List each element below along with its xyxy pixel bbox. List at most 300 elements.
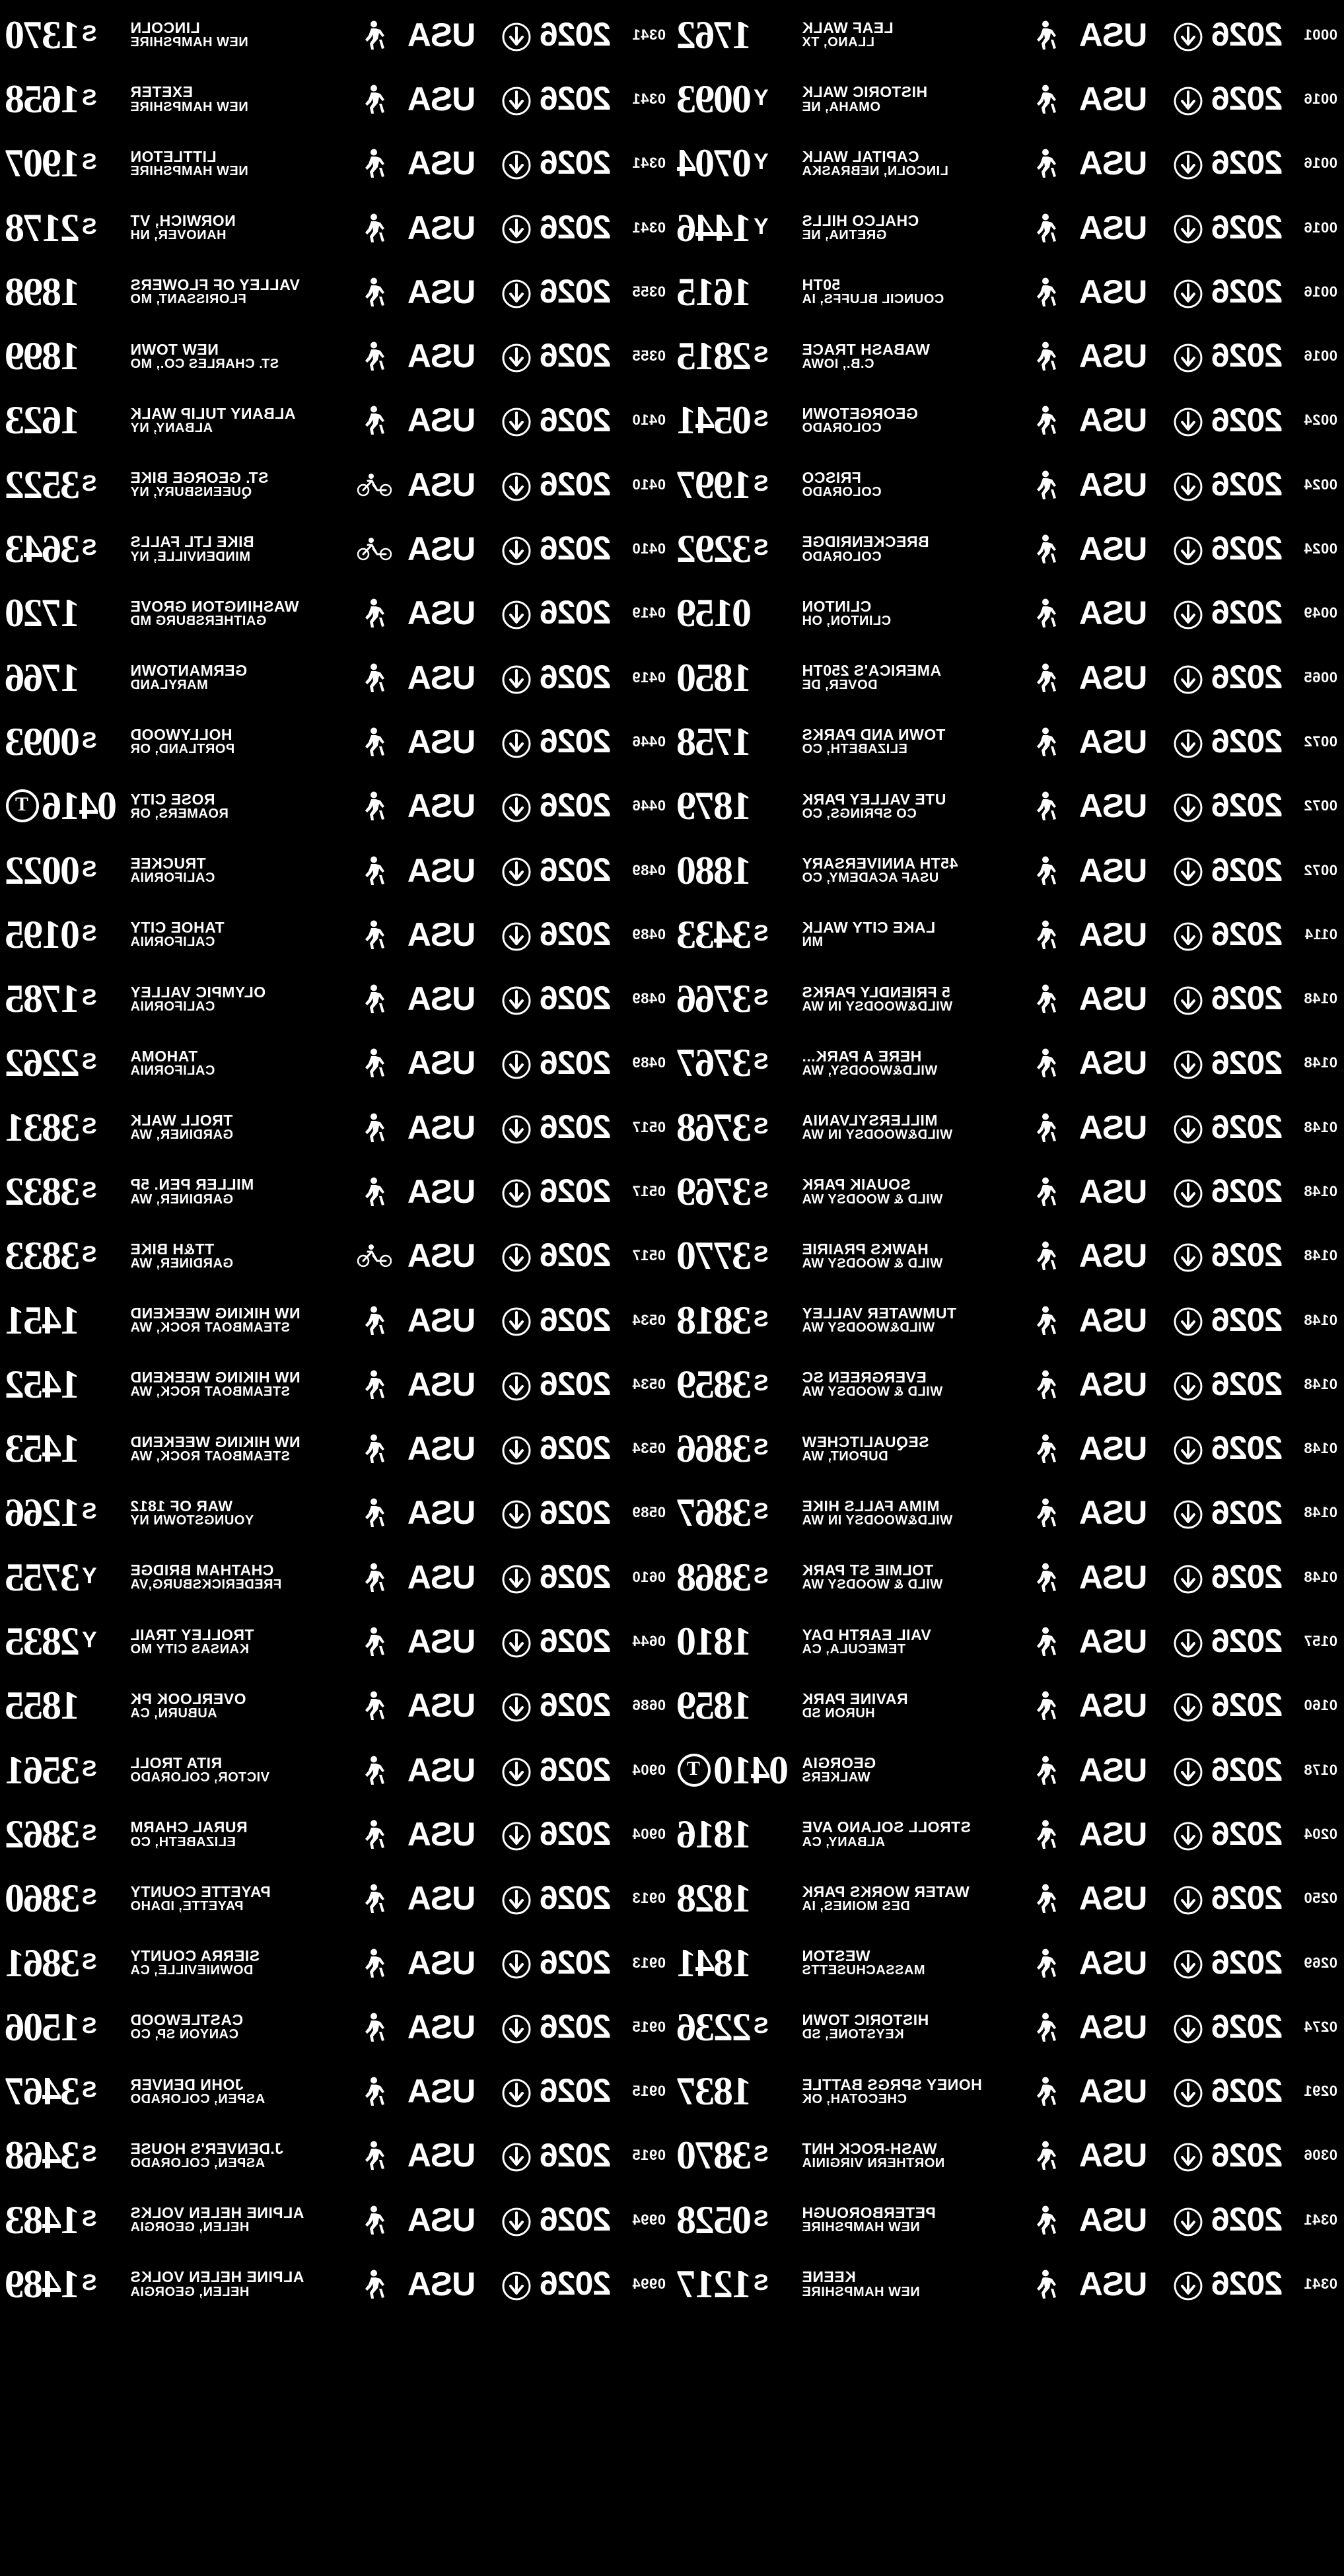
year-label: 2026 xyxy=(491,1174,621,1209)
sticker-row[interactable] xyxy=(672,1802,1344,1866)
sticker-row[interactable] xyxy=(672,1995,1344,2059)
sticker-row[interactable] xyxy=(1,1031,672,1095)
sticker-row[interactable] xyxy=(1,3,672,67)
club-code: 0419 xyxy=(632,604,666,622)
sticker-row[interactable] xyxy=(672,2252,1344,2316)
event-text xyxy=(798,2077,1028,2106)
event-name: 50TH xyxy=(802,277,841,294)
sticker-row[interactable] xyxy=(1,1159,672,1223)
event-name: EVERGREEN SC xyxy=(802,1369,927,1386)
sticker-row[interactable] xyxy=(1,388,672,452)
country-label: USA xyxy=(1079,851,1148,889)
sticker-row[interactable] xyxy=(1,67,672,131)
sticker-row[interactable] xyxy=(672,1931,1344,1995)
event-number xyxy=(675,2133,798,2178)
event-location: NORTHERN VIRGINIA xyxy=(802,2156,945,2171)
walker-icon xyxy=(357,2076,392,2106)
event-text xyxy=(798,149,1028,178)
number-value: 3866 xyxy=(678,1427,752,1471)
event-location: OMAHA, NE xyxy=(802,99,880,114)
event-number xyxy=(3,462,126,507)
number-value: 3868 xyxy=(678,1555,752,1599)
event-name: NORWICH, VT xyxy=(130,212,236,229)
sticker-row[interactable] xyxy=(1,1738,672,1802)
event-number xyxy=(3,1557,126,1597)
sticker-row[interactable] xyxy=(672,902,1344,966)
year-label: 2026 xyxy=(491,1624,621,1659)
club-code: 0341 xyxy=(632,155,666,172)
event-number xyxy=(675,1557,798,1597)
country-label: USA xyxy=(407,1365,476,1403)
walker-icon xyxy=(1028,20,1064,50)
event-text xyxy=(798,406,1028,435)
year-label: 2026 xyxy=(1163,2074,1292,2108)
number-prefix: S xyxy=(82,1242,97,1268)
event-text xyxy=(126,727,357,756)
sticker-row[interactable] xyxy=(1,1931,672,1995)
event-number xyxy=(675,398,798,443)
sticker-row[interactable] xyxy=(1,1095,672,1159)
year-label: 2026 xyxy=(1163,82,1292,116)
number-value: 1841 xyxy=(678,1941,752,1985)
event-name: GEORGETOWN xyxy=(802,405,918,422)
year-label: 2026 xyxy=(491,1753,621,1787)
year-label: 2026 xyxy=(491,275,621,309)
event-name: FRISCO xyxy=(802,470,861,487)
event-text xyxy=(126,1498,357,1528)
event-number xyxy=(3,1105,126,1149)
event-text xyxy=(798,1434,1028,1464)
event-location: MASSACHUSETTS xyxy=(802,1963,925,1978)
event-number xyxy=(3,1427,126,1471)
sticker-row[interactable] xyxy=(672,2059,1344,2124)
number-prefix: S xyxy=(82,985,97,1011)
number-prefix: S xyxy=(754,1435,769,1460)
country-label: USA xyxy=(1079,1815,1148,1853)
walker-icon xyxy=(357,277,392,307)
sticker-row[interactable] xyxy=(672,1545,1344,1609)
sticker-row[interactable] xyxy=(672,1609,1344,1673)
event-location: ELIZABETH, CO xyxy=(802,742,907,757)
sticker-row[interactable] xyxy=(1,709,672,773)
club-code: 0517 xyxy=(632,1182,666,1199)
event-text xyxy=(126,20,357,50)
sticker-row[interactable] xyxy=(1,196,672,260)
number-value: 3831 xyxy=(6,1105,80,1149)
sticker-row[interactable] xyxy=(672,774,1344,838)
sticker-row[interactable] xyxy=(1,1352,672,1416)
sticker-row[interactable] xyxy=(672,1095,1344,1159)
walker-icon xyxy=(357,1305,392,1336)
country-label: USA xyxy=(407,530,476,568)
sticker-row[interactable] xyxy=(1,1609,672,1673)
event-text xyxy=(126,855,357,885)
event-number xyxy=(675,979,798,1019)
event-number xyxy=(675,655,798,699)
event-text xyxy=(126,84,357,114)
event-location: GARDINER, WA xyxy=(130,1192,233,1207)
number-value: 1758 xyxy=(678,719,752,764)
event-text xyxy=(126,341,357,371)
event-name: WABASH TRACE xyxy=(802,341,930,358)
number-value: 2178 xyxy=(6,205,80,250)
club-code: 0148 xyxy=(1304,1182,1337,1199)
sticker-row[interactable] xyxy=(1,774,672,838)
sticker-row[interactable] xyxy=(1,902,672,966)
walker-icon xyxy=(1028,341,1064,371)
year-label: 2026 xyxy=(1163,468,1292,502)
sticker-row[interactable] xyxy=(1,324,672,388)
sticker-row[interactable] xyxy=(672,1288,1344,1352)
event-number xyxy=(675,1105,798,1149)
event-text xyxy=(126,1562,357,1592)
event-name: WESTON xyxy=(802,1947,870,1964)
sticker-row[interactable] xyxy=(672,517,1344,581)
year-label: 2026 xyxy=(1163,211,1292,245)
year-label: 2026 xyxy=(491,1367,621,1402)
sticker-row[interactable] xyxy=(1,1545,672,1609)
club-code: 0419 xyxy=(632,668,666,686)
sticker-row[interactable] xyxy=(1,1481,672,1545)
sticker-row[interactable] xyxy=(1,2252,672,2316)
year-label: 2026 xyxy=(491,404,621,438)
sticker-row[interactable] xyxy=(1,645,672,709)
event-name: TAHOMA xyxy=(130,1048,198,1065)
sticker-row[interactable] xyxy=(672,1738,1344,1802)
club-code: 0148 xyxy=(1304,990,1337,1007)
number-value: 1855 xyxy=(6,1684,80,1728)
country-label: USA xyxy=(407,1944,476,1982)
club-code: 0446 xyxy=(632,797,666,814)
club-code: 0250 xyxy=(1304,1890,1337,1907)
year-label: 2026 xyxy=(1163,982,1292,1016)
event-location: WILD&WOODSY IN WA xyxy=(802,1513,953,1528)
number-prefix: S xyxy=(754,342,769,368)
year-label: 2026 xyxy=(1163,18,1292,52)
number-value: 3862 xyxy=(6,1812,80,1856)
walker-icon xyxy=(357,213,392,243)
country-label: USA xyxy=(407,16,476,54)
number-prefix: S xyxy=(82,2013,97,2038)
event-number xyxy=(675,462,798,507)
number-value: 1899 xyxy=(6,334,80,378)
event-name: BRECKENRIDGE xyxy=(802,534,929,551)
year-label: 2026 xyxy=(1163,1624,1292,1659)
number-value: 3766 xyxy=(678,977,752,1021)
event-name: VAIL EARTH DAY xyxy=(802,1626,931,1643)
country-label: USA xyxy=(1079,659,1148,696)
event-name: MILLERSYLVANIA xyxy=(802,1112,938,1129)
sticker-row[interactable] xyxy=(672,838,1344,902)
event-text xyxy=(798,1305,1028,1335)
sticker-row[interactable] xyxy=(672,2124,1344,2188)
number-value: 0416 xyxy=(43,784,117,828)
sticker-row[interactable] xyxy=(672,452,1344,517)
sticker-row[interactable] xyxy=(672,2188,1344,2252)
event-number xyxy=(675,1234,798,1278)
number-value: 1217 xyxy=(678,2262,752,2307)
club-code: 0915 xyxy=(632,2018,666,2035)
number-prefix: S xyxy=(754,470,769,496)
club-code: 0915 xyxy=(632,2147,666,2164)
year-label: 2026 xyxy=(1163,339,1292,373)
sticker-row[interactable] xyxy=(1,1867,672,1931)
sticker-row[interactable] xyxy=(1,1995,672,2059)
event-number xyxy=(675,719,798,764)
event-name: HISTORIC WALK xyxy=(802,84,928,101)
walker-icon xyxy=(357,919,392,950)
number-prefix: S xyxy=(82,1113,97,1139)
club-code: 0489 xyxy=(632,1054,666,1071)
year-label: 2026 xyxy=(1163,1367,1292,1402)
event-location: GRETNA, NE xyxy=(802,228,887,243)
sticker-row[interactable] xyxy=(1,1674,672,1738)
event-location: WILD & WOODSY WA xyxy=(802,1256,943,1271)
year-label: 2026 xyxy=(1163,789,1292,823)
sticker-row[interactable] xyxy=(1,838,672,902)
event-name: SOUAIK PARK xyxy=(802,1176,911,1194)
country-label: USA xyxy=(407,466,476,503)
number-value: 0541 xyxy=(678,398,752,443)
sticker-row[interactable] xyxy=(672,1031,1344,1095)
country-label: USA xyxy=(1079,2201,1148,2238)
sticker-row[interactable] xyxy=(672,131,1344,196)
event-number xyxy=(675,1491,798,1535)
event-text xyxy=(126,919,357,949)
sticker-row[interactable] xyxy=(672,1674,1344,1738)
country-label: USA xyxy=(407,145,476,182)
walker-icon xyxy=(357,20,392,50)
number-prefix: S xyxy=(754,1563,769,1589)
event-text xyxy=(126,1434,357,1464)
sticker-row[interactable] xyxy=(1,1802,672,1866)
club-code: 0489 xyxy=(632,861,666,878)
sticker-row[interactable] xyxy=(1,581,672,645)
event-name: CHATHAM BRIDGE xyxy=(130,1562,274,1579)
number-prefix: S xyxy=(82,1756,97,1781)
event-location: GARDINER, WA xyxy=(130,1127,233,1143)
club-code: 0291 xyxy=(1304,2083,1337,2100)
number-value: 0022 xyxy=(6,848,80,892)
sticker-row[interactable] xyxy=(672,1481,1344,1545)
event-name: LEAF WALK xyxy=(802,20,894,37)
country-label: USA xyxy=(1079,1687,1148,1725)
event-location: TEMECULA, CA xyxy=(802,1641,906,1657)
event-text xyxy=(798,1948,1028,1978)
event-location: PORTLAND, OR xyxy=(130,742,235,757)
sticker-row[interactable] xyxy=(672,67,1344,131)
sticker-row[interactable] xyxy=(1,1417,672,1481)
event-name: TRUCKEE xyxy=(130,855,206,872)
number-value: 1907 xyxy=(6,141,80,186)
sticker-row[interactable] xyxy=(1,452,672,517)
event-name: TROLL WALK xyxy=(130,1112,233,1129)
sticker-row[interactable] xyxy=(672,645,1344,709)
club-code: 0610 xyxy=(632,1568,666,1585)
country-label: USA xyxy=(407,2266,476,2303)
event-text xyxy=(798,2141,1028,2170)
sticker-row[interactable] xyxy=(672,196,1344,260)
sticker-row[interactable] xyxy=(1,966,672,1030)
sticker-row[interactable] xyxy=(1,1288,672,1352)
event-name: RAVINE PARK xyxy=(802,1690,908,1707)
year-label: 2026 xyxy=(1163,661,1292,695)
event-text xyxy=(126,1369,357,1399)
club-code: 0306 xyxy=(1304,2147,1337,2164)
sticker-row[interactable] xyxy=(672,3,1344,67)
event-location: AUBURN, CA xyxy=(130,1705,217,1721)
sticker-row[interactable] xyxy=(672,1867,1344,1931)
number-value: 3643 xyxy=(6,527,80,571)
sticker-row[interactable] xyxy=(672,581,1344,645)
sticker-row[interactable] xyxy=(672,388,1344,452)
country-label: USA xyxy=(407,1751,476,1789)
cyclist-icon xyxy=(357,1244,392,1268)
sticker-row[interactable] xyxy=(672,260,1344,324)
event-number xyxy=(675,593,798,633)
event-location: YOUNGSTOWN NY xyxy=(130,1513,254,1528)
sticker-row[interactable] xyxy=(1,2059,672,2124)
event-location: GARDINER, WA xyxy=(130,1256,233,1271)
country-label: USA xyxy=(1079,80,1148,118)
walker-icon xyxy=(1028,1948,1064,1978)
event-text xyxy=(126,1755,357,1785)
sticker-row[interactable] xyxy=(1,131,672,196)
walker-icon xyxy=(1028,984,1064,1014)
event-location: ALBANY, NY xyxy=(130,421,213,435)
year-label: 2026 xyxy=(491,1946,621,1980)
number-value: 3755 xyxy=(6,1555,80,1599)
event-number xyxy=(675,1684,798,1728)
walker-icon xyxy=(1028,1626,1064,1657)
year-label: 2026 xyxy=(491,917,621,952)
year-label: 2026 xyxy=(1163,1496,1292,1530)
walker-icon xyxy=(357,1497,392,1528)
year-label: 2026 xyxy=(1163,275,1292,309)
sticker-row[interactable] xyxy=(672,1352,1344,1416)
year-label: 2026 xyxy=(491,725,621,759)
number-prefix: S xyxy=(754,1113,769,1139)
event-text xyxy=(798,791,1028,821)
event-name: UTE VALLEY PARK xyxy=(802,791,946,808)
event-number xyxy=(3,529,126,569)
country-label: USA xyxy=(1079,723,1148,760)
event-name: RURAL CHARM xyxy=(130,1819,248,1836)
event-text xyxy=(126,2012,357,2042)
event-location: CALIFORNIA xyxy=(130,999,215,1014)
event-text xyxy=(798,598,1028,628)
event-number xyxy=(3,655,126,699)
walker-icon xyxy=(1028,2205,1064,2235)
event-location: DOVER, DE xyxy=(802,678,878,693)
club-code: 0994 xyxy=(632,2275,666,2293)
walker-icon xyxy=(357,598,392,628)
country-label: USA xyxy=(1079,594,1148,632)
sticker-row[interactable] xyxy=(1,260,672,324)
event-text xyxy=(798,470,1028,499)
walker-icon xyxy=(1028,148,1064,178)
club-code: 0534 xyxy=(632,1375,666,1392)
walker-icon xyxy=(357,2140,392,2170)
number-value: 1859 xyxy=(678,1684,752,1728)
country-label: USA xyxy=(1079,209,1148,246)
country-label: USA xyxy=(1079,1944,1148,1982)
event-name: CAPITAL WALK xyxy=(802,148,919,165)
country-label: USA xyxy=(1079,1365,1148,1403)
number-prefix: S xyxy=(754,2270,769,2296)
country-label: USA xyxy=(407,1301,476,1339)
year-label: 2026 xyxy=(1163,2139,1292,2173)
sticker-row[interactable] xyxy=(672,709,1344,773)
event-location: STEAMBOAT ROCK, WA xyxy=(130,1384,290,1400)
number-value: 1506 xyxy=(6,2005,80,2049)
country-label: USA xyxy=(1079,980,1148,1018)
event-text xyxy=(126,2205,357,2235)
event-name: 5 FRIENDLY PARKS xyxy=(802,984,950,1001)
walker-icon xyxy=(1028,791,1064,821)
event-location: HELEN, GEORGIA xyxy=(130,2220,250,2235)
year-label: 2026 xyxy=(491,1046,621,1081)
sticker-row[interactable] xyxy=(672,966,1344,1030)
number-prefix: S xyxy=(82,2205,97,2231)
event-text xyxy=(798,84,1028,114)
event-number xyxy=(3,912,126,956)
sticker-row[interactable] xyxy=(1,2188,672,2252)
number-value: 3818 xyxy=(678,1298,752,1342)
club-code: 0178 xyxy=(1304,1761,1337,1778)
number-prefix: S xyxy=(82,1820,97,1845)
year-label: 2026 xyxy=(491,1817,621,1851)
sticker-row[interactable] xyxy=(1,517,672,581)
club-code: 0489 xyxy=(632,990,666,1007)
country-label: USA xyxy=(407,1108,476,1146)
number-value: 1766 xyxy=(6,655,80,699)
event-text xyxy=(798,1048,1028,1078)
number-value: 3522 xyxy=(6,462,80,507)
club-code: 0065 xyxy=(1304,668,1337,686)
sticker-row[interactable] xyxy=(672,324,1344,388)
event-text xyxy=(126,277,357,306)
sticker-row[interactable] xyxy=(1,1224,672,1288)
event-name: NW HIKING WEEKEND xyxy=(130,1433,301,1450)
event-text xyxy=(798,1176,1028,1206)
club-code: 0016 xyxy=(1304,219,1337,236)
event-text xyxy=(126,1627,357,1657)
event-name: RITA TROLL xyxy=(130,1755,223,1772)
number-value: 1489 xyxy=(6,2262,80,2307)
club-code: 0016 xyxy=(1304,347,1337,365)
sticker-row[interactable] xyxy=(672,1159,1344,1223)
country-label: USA xyxy=(1079,915,1148,953)
country-label: USA xyxy=(1079,1751,1148,1789)
event-location: CALIFORNIA xyxy=(130,871,215,886)
event-name: NW HIKING WEEKEND xyxy=(130,1305,301,1322)
sticker-row[interactable] xyxy=(672,1224,1344,1288)
number-value: 3467 xyxy=(6,2069,80,2114)
walker-icon xyxy=(1028,1497,1064,1528)
year-label: 2026 xyxy=(491,2203,621,2237)
event-number xyxy=(675,269,798,314)
number-value: 3860 xyxy=(6,1877,80,1921)
year-label: 2026 xyxy=(1163,1688,1292,1723)
club-code: 0049 xyxy=(1304,604,1337,622)
event-name: SEQUALITCHEW xyxy=(802,1433,929,1450)
event-name: CHALCO HILLS xyxy=(802,212,919,229)
sticker-row[interactable] xyxy=(1,2124,672,2188)
event-number xyxy=(3,1234,126,1278)
sticker-row[interactable] xyxy=(672,1417,1344,1481)
year-label: 2026 xyxy=(491,82,621,116)
